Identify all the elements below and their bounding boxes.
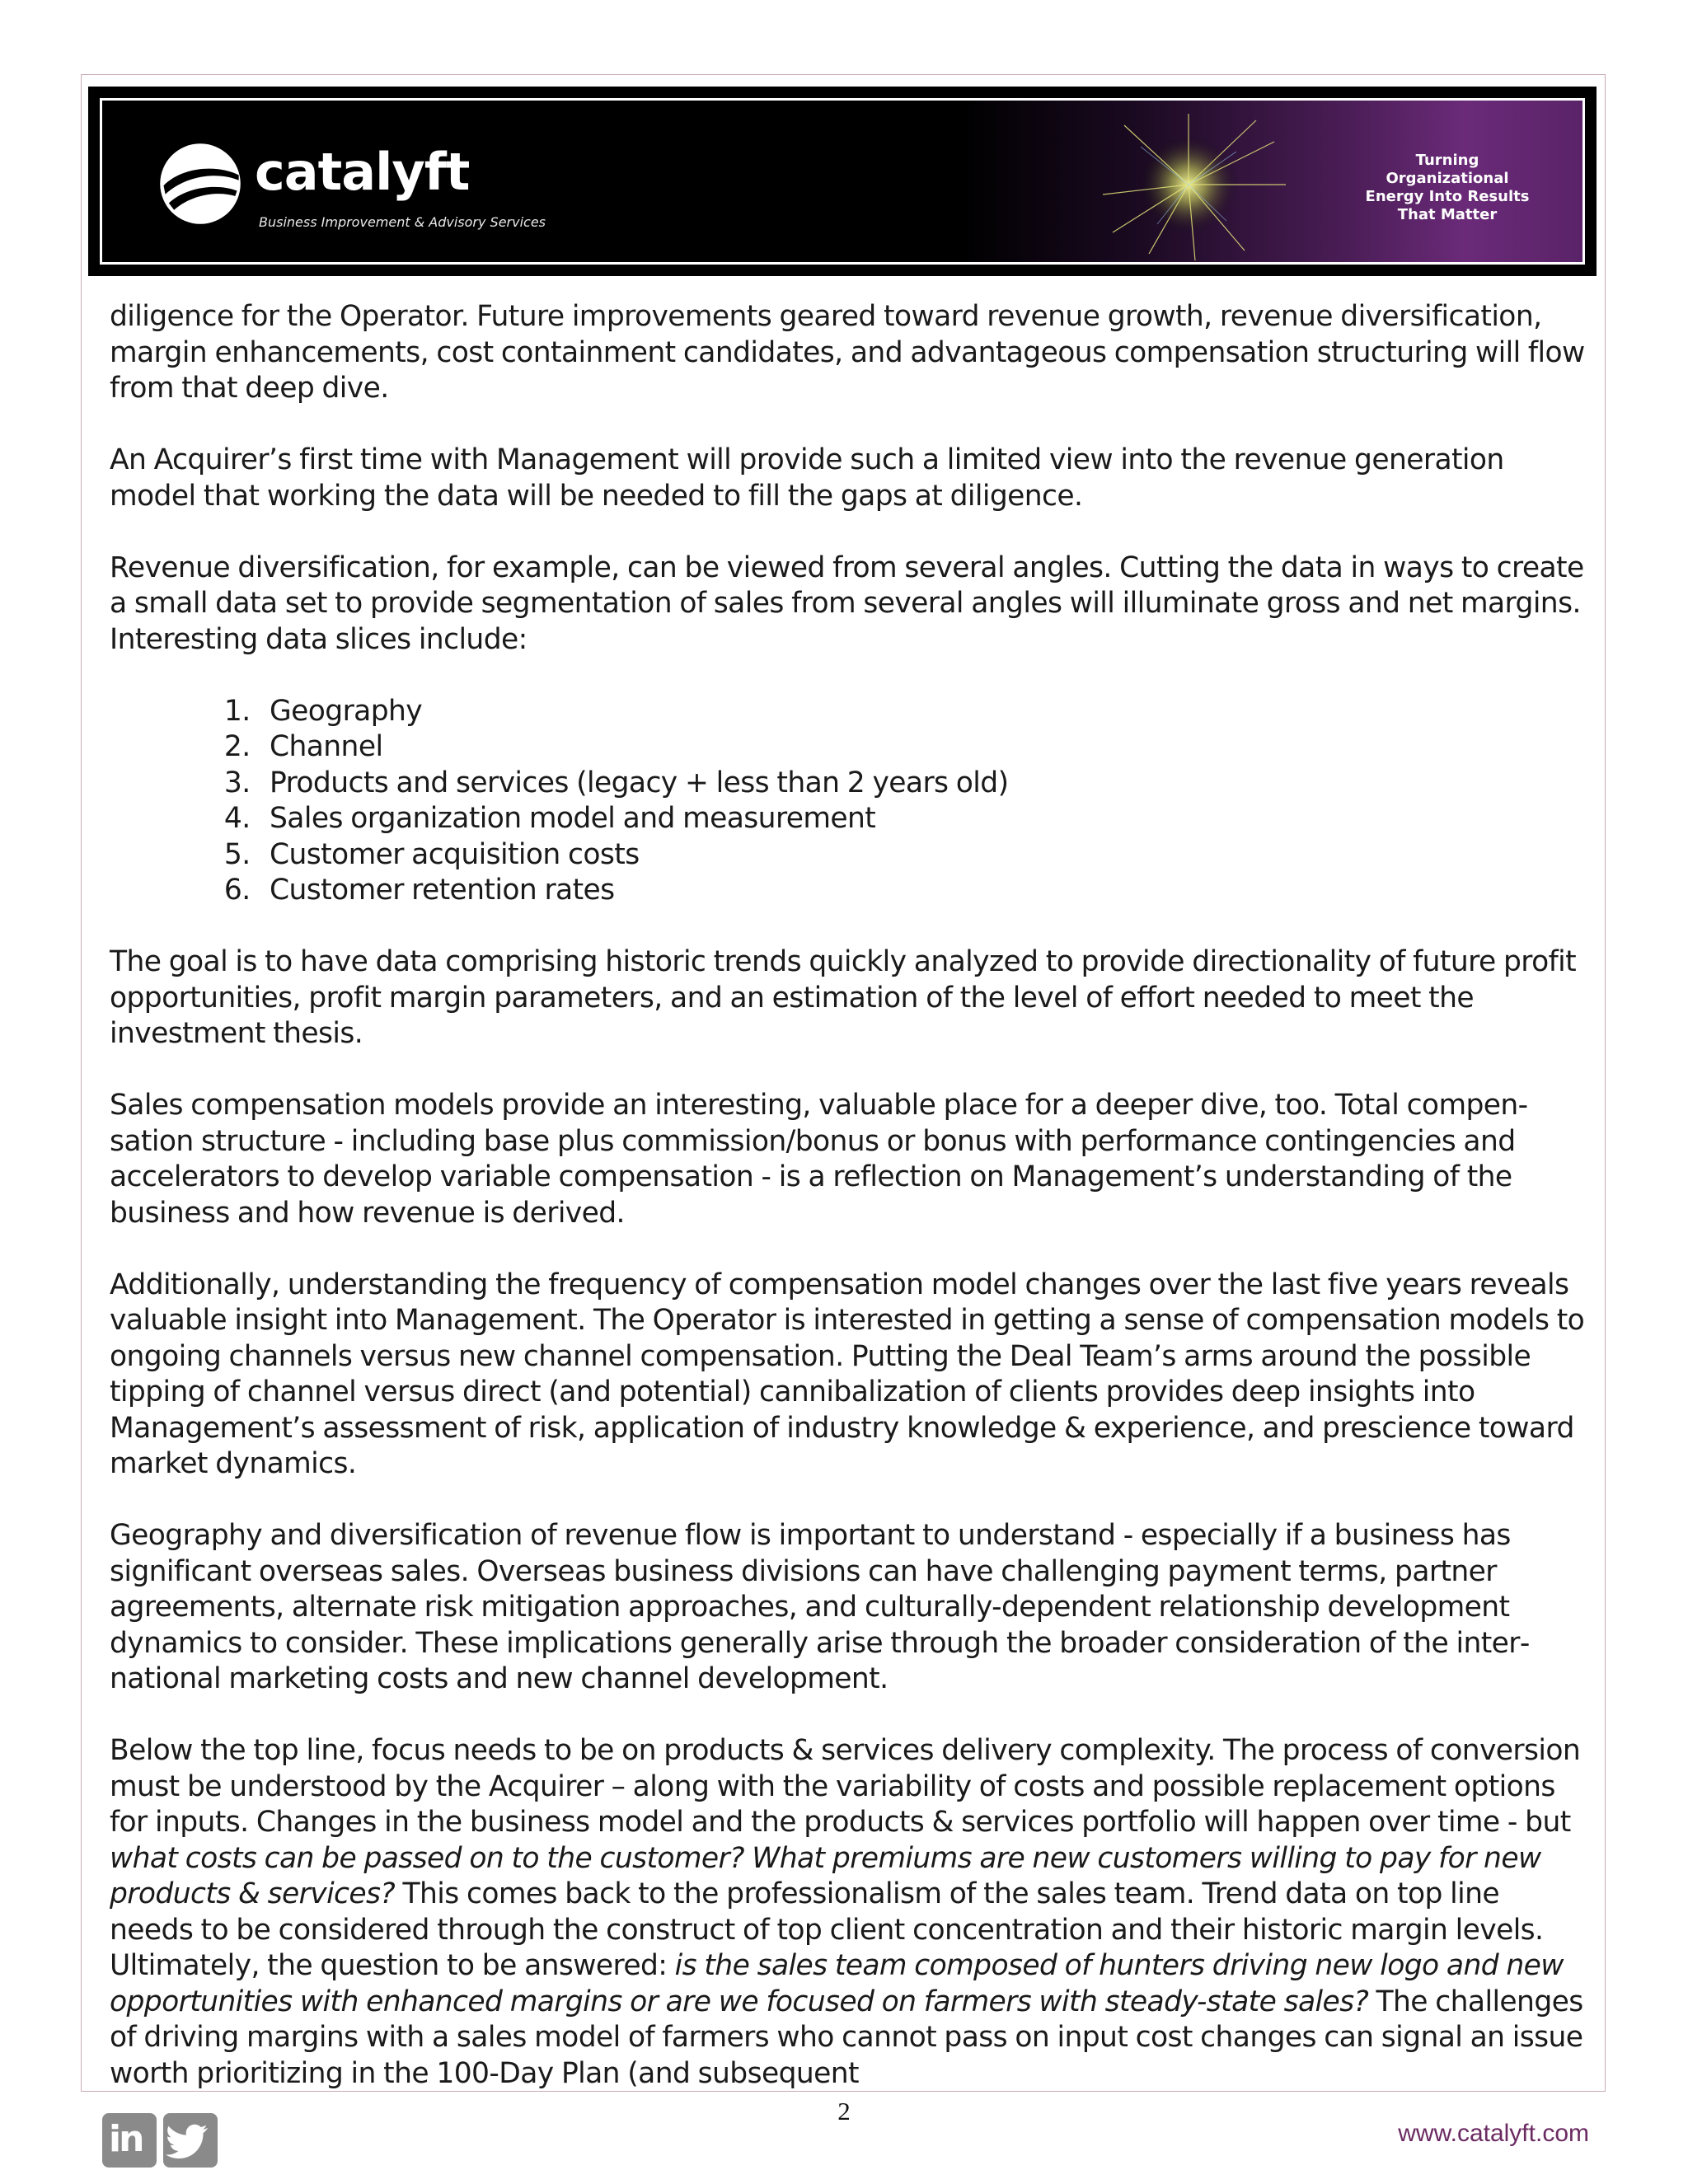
document-body <box>110 299 1585 2092</box>
header-banner <box>88 87 1597 276</box>
list-item: 3. Products and services (legacy + less than 2 years old) <box>258 766 1585 802</box>
logo-subtitle: Business Improvement & Advisory Services <box>259 214 546 230</box>
list-item: 5. Customer acquisition costs <box>258 837 1585 874</box>
page-frame <box>81 74 1606 2092</box>
tagline <box>1348 152 1546 224</box>
list-item: 4. Sales organization model and measurement <box>258 801 1585 837</box>
list-item: 2. Channel <box>258 729 1585 766</box>
page-number: 2 <box>837 2097 851 2125</box>
paragraph-8-italic-questions: what costs can be passed on to the customer? What premiums are new customers willing to pay for new products & services? <box>110 1841 1541 1910</box>
list-item: 6. Customer retention rates <box>258 873 1585 909</box>
paragraph-8-text-a: Below the top line, focus needs to be on products & services delivery complexity. The process of conversion must be understood by the Acquirer – along with the variability of costs and possible replacement options for inputs. Changes in the business model and the products & services portfolio will happen over time - but <box>110 1734 1581 1839</box>
paragraph-6: Additionally, understanding the frequency of compensation model changes over the last five years reveals valuable insight into Management. The Operator is interested in getting a sense of compensation models to ongoing channels versus new channel compensation. Putting the Deal Team’s arms around the possible tipping of channel versus direct (and potential) cannibalization of clients provides deep insights into Management’s assessment of risk, application of industry knowledge & experience, and prescience toward market dynamics. <box>110 1268 1585 1480</box>
website-link[interactable]: www.catalyft.com <box>1398 2120 1589 2147</box>
paragraph-8-italic-hunters-farmers: is the sales team composed of hunters driving new logo and new opportunities with enhanced margins or are we focused on farmers with steady-state sales? <box>110 1949 1564 2018</box>
list-item: 1. Geography <box>258 694 1585 730</box>
paragraph-4: The goal is to have data comprising historic trends quickly analyzed to provide directionality of future profit opportunities, profit margin parameters, and an estimation of the level of effort needed to meet the investment thesis. <box>110 945 1577 1050</box>
catalyft-logo-icon <box>157 140 244 227</box>
banner-inner <box>100 98 1585 265</box>
paragraph-3: Revenue diversification, for example, can be viewed from several angles. Cutting the data in ways to create a small data set to provide segmentation of sales from several angles will illuminate gross and net margins. Interesting data slices include: <box>110 551 1584 656</box>
starburst-graphic <box>1091 109 1306 265</box>
tagline-line-2: Organizational <box>1386 170 1509 187</box>
tagline-line-1: Turning <box>1415 152 1479 169</box>
paragraph-1: diligence for the Operator. Future improvements geared toward revenue growth, revenue diversification, margin enhancements, cost containment candidates, and advantageous compensation structuring will flow from that deep dive. <box>110 300 1585 405</box>
tagline-line-3: Energy Into Results <box>1365 188 1530 205</box>
paragraph-2: An Acquirer’s first time with Management will provide such a limited view into the revenue generation model that working the data will be needed to fill the gaps at diligence. <box>110 443 1504 513</box>
paragraph-8-text-c: This comes back to the professionalism of the sales team. Trend data on top line needs to be considered through the construct of top client concentration and their historic margin levels. Ultimately, the question to be answered: <box>110 1877 1544 1982</box>
tagline-line-4: That Matter <box>1397 206 1498 223</box>
paragraph-8 <box>110 1733 1585 2092</box>
linkedin-icon[interactable]: in <box>102 2113 157 2168</box>
paragraph-7: Geography and diversification of revenue flow is important to understand - especially if a business has significant overseas sales. Overseas business divisions can have challenging payment terms, partner agreements, alternate risk mitigation approaches, and culturally-dependent relationship development dynamics to consider. These implications generally arise through the broader consideration of the international marketing costs and new channel development. <box>110 1519 1531 1695</box>
data-slices-list <box>110 694 1585 909</box>
paragraph-5: Sales compensation models provide an interesting, valuable place for a deeper dive, too. Total compensation structure - including base plus commission/bonus or bonus with performance contingencies and accelerators to develop variable compensation - is a reflection on Management’s understanding of the business and how revenue is derived. <box>110 1089 1529 1230</box>
logo-wordmark: catalyft <box>255 142 470 202</box>
paragraph-8-text-e: The challenges of driving margins with a sales model of farmers who cannot pass on input cost changes can signal an issue worth prioritizing in the 100-Day Plan (and subsequent <box>110 1985 1583 2090</box>
twitter-icon[interactable] <box>163 2113 218 2168</box>
